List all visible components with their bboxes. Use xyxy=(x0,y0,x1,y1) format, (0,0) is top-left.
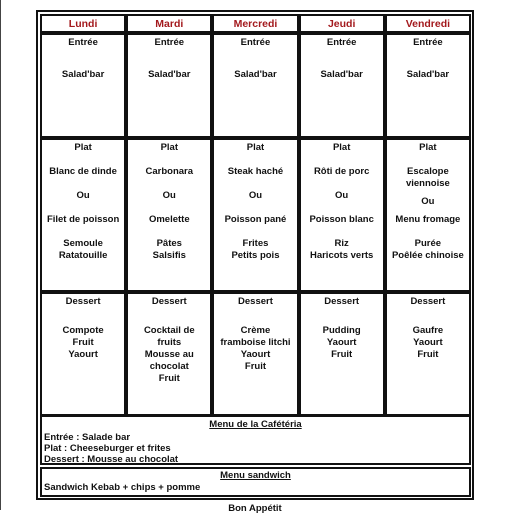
menu-item: Pâtes xyxy=(156,238,182,249)
or-label: Ou xyxy=(248,190,263,201)
menu-item: Fruit xyxy=(72,337,94,348)
closing-text: Bon Appétit xyxy=(228,503,282,514)
plat-cell xyxy=(385,138,471,292)
day-header-row xyxy=(40,14,471,33)
menu-item: Yaourt xyxy=(413,337,443,348)
day-header-lundi: Lundi xyxy=(40,14,126,33)
menu-item: Frites xyxy=(242,238,269,249)
dessert-row xyxy=(40,292,471,416)
or-label: Ou xyxy=(162,190,176,201)
menu-item: Yaourt xyxy=(240,349,271,360)
section-label: Entrée xyxy=(154,37,185,48)
sandwich-title: Menu sandwich xyxy=(220,470,291,481)
section-label: Dessert xyxy=(238,296,273,307)
sandwich-menu-box xyxy=(40,467,471,497)
menu-item: Fruit xyxy=(331,349,353,360)
menu-item: Fruit xyxy=(417,349,439,360)
menu-item: Compote xyxy=(62,325,104,336)
menu-item: Filet de poisson xyxy=(46,214,120,225)
menu-item: Salsifis xyxy=(152,250,186,261)
section-label: Plat xyxy=(246,142,265,153)
or-label: Ou xyxy=(76,190,90,201)
cafeteria-lines xyxy=(44,432,178,465)
menu-item: Salad'bar xyxy=(234,69,277,80)
menu-item: framboise litchi xyxy=(220,337,291,348)
menu-item: Fruit xyxy=(244,361,267,372)
dessert-cell xyxy=(212,292,298,416)
or-label: Ou xyxy=(421,196,435,207)
menu-item: Salad'bar xyxy=(406,69,450,80)
section-label: Plat xyxy=(74,142,92,153)
plat-row xyxy=(40,138,471,292)
menu-item: Blanc de dinde xyxy=(49,166,117,177)
dessert-cell xyxy=(385,292,471,416)
menu-item: Salad'bar xyxy=(148,69,191,80)
day-header-jeudi: Jeudi xyxy=(299,14,385,33)
menu-item: Steak haché xyxy=(227,166,284,177)
menu-item: Fruit xyxy=(158,373,180,384)
entree-cell xyxy=(212,33,298,138)
menu-item: viennoise xyxy=(405,178,450,189)
section-label: Plat xyxy=(160,142,178,153)
plat-cell xyxy=(299,138,385,292)
or-label: Ou xyxy=(335,190,349,201)
section-label: Entrée xyxy=(240,37,271,48)
menu-item: Escalope xyxy=(407,166,449,177)
day-header-mercredi: Mercredi xyxy=(212,14,298,33)
dessert-cell xyxy=(299,292,385,416)
cafeteria-line: Dessert : Mousse au chocolat xyxy=(44,454,179,465)
menu-item: Carbonara xyxy=(145,166,194,177)
section-label: Entrée xyxy=(68,37,98,48)
menu-item: Poisson blanc xyxy=(309,214,374,225)
entree-cell xyxy=(40,33,126,138)
entree-cell xyxy=(126,33,212,138)
menu-item: Yaourt xyxy=(326,337,357,348)
section-label: Plat xyxy=(419,142,437,153)
menu-item: Semoule xyxy=(63,238,103,249)
menu-item: Yaourt xyxy=(68,349,98,360)
cafeteria-line: Plat : Cheeseburger et frites xyxy=(44,443,171,454)
plat-cell xyxy=(40,138,126,292)
plat-cell xyxy=(126,138,212,292)
sandwich-line: Sandwich Kebab + chips + pomme xyxy=(44,482,201,493)
section-label: Entrée xyxy=(413,37,443,48)
cafeteria-title: Menu de la Cafétéria xyxy=(209,419,302,430)
menu-item: Crème xyxy=(240,325,271,336)
menu-item: Salad'bar xyxy=(320,69,363,80)
menu-item: Gaufre xyxy=(412,325,444,336)
entree-cell xyxy=(299,33,385,138)
menu-item: chocolat xyxy=(149,361,189,372)
entree-row xyxy=(40,33,471,138)
menu-item: Petits pois xyxy=(231,250,280,261)
page-edge xyxy=(0,0,1,510)
menu-item: Poêlée chinoise xyxy=(391,250,464,261)
menu-item: Haricots verts xyxy=(309,250,374,261)
menu-item: Rôti de porc xyxy=(313,166,370,177)
section-label: Dessert xyxy=(65,296,101,307)
dessert-cell xyxy=(40,292,126,416)
section-label: Dessert xyxy=(151,296,187,307)
menu-item: Pudding xyxy=(322,325,361,336)
section-label: Plat xyxy=(332,142,351,153)
menu-item: Riz xyxy=(334,238,349,249)
day-header-mardi: Mardi xyxy=(126,14,212,33)
menu-item: Cocktail de xyxy=(143,325,195,336)
menu-item: fruits xyxy=(157,337,182,348)
section-label: Entrée xyxy=(326,37,357,48)
menu-item: Ratatouille xyxy=(58,250,108,261)
menu-item: Omelette xyxy=(148,214,190,225)
section-label: Dessert xyxy=(410,296,446,307)
weekly-menu-table xyxy=(40,14,471,416)
dessert-cell xyxy=(126,292,212,416)
plat-cell xyxy=(212,138,298,292)
section-label: Dessert xyxy=(324,296,360,307)
menu-item: Purée xyxy=(414,238,442,249)
menu-item: Poisson pané xyxy=(224,214,287,225)
cafeteria-line: Entrée : Salade bar xyxy=(44,432,131,443)
menu-item: Mousse au xyxy=(144,349,194,360)
entree-cell xyxy=(385,33,471,138)
day-header-vendredi: Vendredi xyxy=(385,14,471,33)
menu-item: Menu fromage xyxy=(395,214,461,225)
cafeteria-menu-box xyxy=(40,415,471,465)
menu-item: Salad'bar xyxy=(61,69,105,80)
